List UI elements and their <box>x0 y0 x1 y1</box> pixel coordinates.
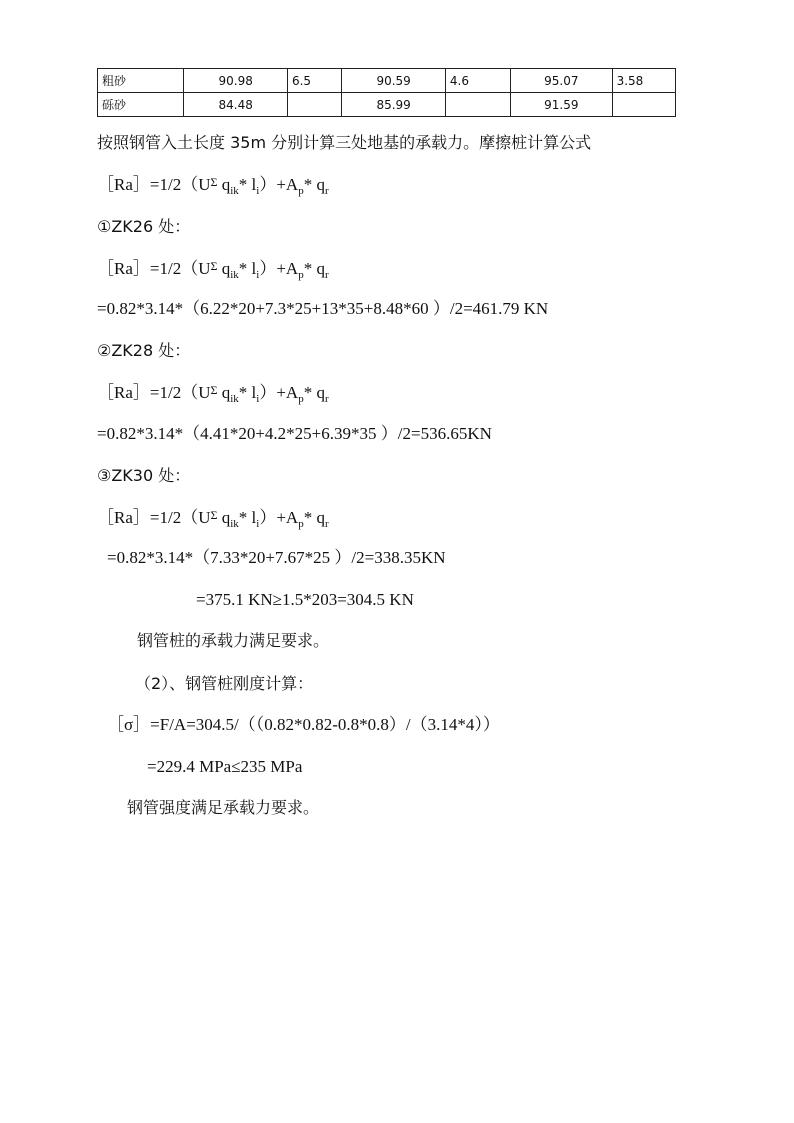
formula-mid: * l <box>238 383 257 402</box>
formula-sub: ik <box>230 518 239 530</box>
formula-sub: r <box>324 518 329 530</box>
zk28-calculation: =0.82*3.14*（4.41*20+4.2*25+6.39*35 ）/2=536.65KN <box>97 424 492 443</box>
section-heading: （2）、钢管桩刚度计算： <box>135 674 314 693</box>
formula-sub: r <box>324 269 329 281</box>
formula-lhs: ［Ra］=1/2（U <box>97 175 211 194</box>
formula-end: * q <box>303 259 325 278</box>
formula-mid: * l <box>238 259 257 278</box>
formula-sub: p <box>298 393 304 405</box>
cell-value: 90.59 <box>342 69 446 93</box>
formula-lhs: ［Ra］=1/2（U <box>97 383 211 402</box>
cell-value <box>612 93 675 117</box>
result-line: =375.1 KN≥1.5*203=304.5 KN <box>196 590 414 609</box>
formula-lhs: ［Ra］=1/2（U <box>97 259 211 278</box>
formula-sub: ik <box>230 185 239 197</box>
cell-value: 85.99 <box>342 93 446 117</box>
cell-value <box>445 93 510 117</box>
soil-name: 砾砂 <box>98 93 184 117</box>
formula-plus: ）+A <box>259 175 299 194</box>
formula-sub: p <box>298 185 304 197</box>
cell-value: 4.6 <box>445 69 510 93</box>
formula-plus: ）+A <box>259 259 299 278</box>
table-row <box>98 93 676 117</box>
zk28-label: ②ZK28 处： <box>97 341 191 360</box>
soil-name: 粗砂 <box>98 69 184 93</box>
formula-sub: i <box>256 393 260 405</box>
conclusion-strength: 钢管强度满足承载力要求。 <box>127 798 320 817</box>
cell-value: 3.58 <box>612 69 675 93</box>
table-row <box>98 69 676 93</box>
formula-plus: ）+A <box>259 508 299 527</box>
zk30-calculation: =0.82*3.14*（7.33*20+7.67*25 ）/2=338.35KN <box>107 548 446 567</box>
formula-sub: i <box>256 269 260 281</box>
formula-q: q <box>217 508 231 527</box>
sigma-symbol: Σ <box>210 508 218 522</box>
formula-sub: p <box>298 269 304 281</box>
formula-end: * q <box>303 508 325 527</box>
formula-mid: * l <box>238 175 257 194</box>
formula-q: q <box>217 383 231 402</box>
sigma-symbol: Σ <box>210 175 218 189</box>
conclusion-capacity: 钢管桩的承载力满足要求。 <box>137 631 330 650</box>
formula-end: * q <box>303 383 325 402</box>
cell-value: 6.5 <box>287 69 341 93</box>
formula-sub: i <box>256 185 260 197</box>
zk30-label: ③ZK30 处： <box>97 466 191 485</box>
cell-value: 84.48 <box>184 93 288 117</box>
formula-sub: ik <box>230 393 239 405</box>
stress-result: =229.4 MPa≤235 MPa <box>147 757 303 776</box>
zk26-label: ①ZK26 处： <box>97 217 191 236</box>
formula-sub: r <box>324 393 329 405</box>
cell-value: 95.07 <box>511 69 613 93</box>
stress-formula: ［σ］=F/A=304.5/（（0.82*0.82-0.8*0.8）/（3.14*4）） <box>107 715 500 734</box>
soil-parameter-table <box>97 68 676 117</box>
formula-lhs: ［Ra］=1/2（U <box>97 508 211 527</box>
cell-value <box>287 93 341 117</box>
sigma-symbol: Σ <box>210 383 218 397</box>
intro-text: 按照钢管入土长度 35m 分别计算三处地基的承载力。摩擦桩计算公式 <box>97 133 592 152</box>
formula-sub: p <box>298 518 304 530</box>
formula-q: q <box>217 259 231 278</box>
sigma-symbol: Σ <box>210 259 218 273</box>
cell-value: 91.59 <box>511 93 613 117</box>
formula-line <box>97 259 329 281</box>
cell-value: 90.98 <box>184 69 288 93</box>
formula-line <box>97 383 329 405</box>
formula-plus: ）+A <box>259 383 299 402</box>
formula-mid: * l <box>238 508 257 527</box>
formula-sub: i <box>256 518 260 530</box>
formula-q: q <box>217 175 231 194</box>
formula-sub: ik <box>230 269 239 281</box>
formula-sub: r <box>324 185 329 197</box>
formula-line <box>97 175 329 197</box>
zk26-calculation: =0.82*3.14*（6.22*20+7.3*25+13*35+8.48*60 ）/2=461.79 KN <box>97 299 549 318</box>
formula-line <box>97 508 329 530</box>
formula-end: * q <box>303 175 325 194</box>
